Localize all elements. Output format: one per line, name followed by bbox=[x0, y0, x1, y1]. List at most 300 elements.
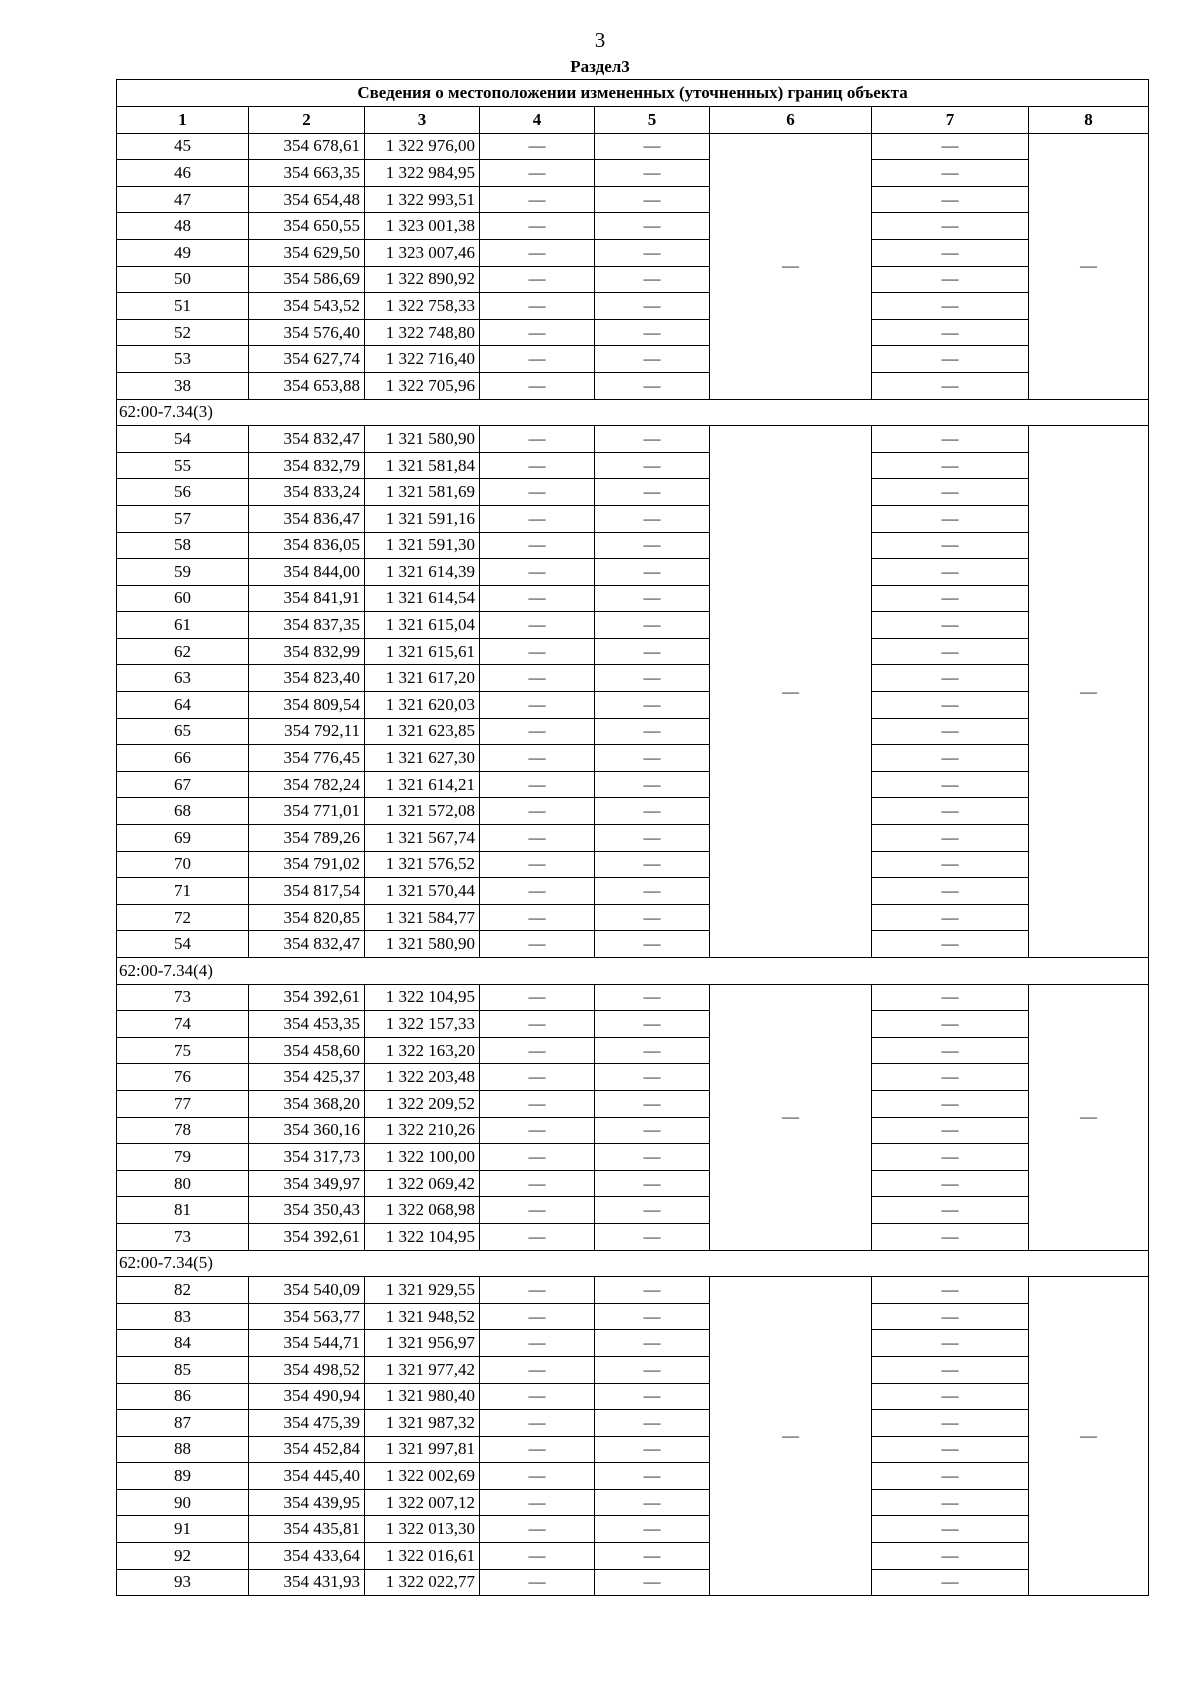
col5-dash-cell: — bbox=[595, 1543, 710, 1570]
col4-dash-cell: — bbox=[480, 346, 595, 373]
point-number-cell: 86 bbox=[117, 1383, 249, 1410]
y-coordinate-cell: 1 321 580,90 bbox=[365, 931, 480, 958]
col7-dash-cell: — bbox=[872, 798, 1029, 825]
y-coordinate-cell: 1 322 104,95 bbox=[365, 1223, 480, 1250]
y-coordinate-cell: 1 321 614,39 bbox=[365, 559, 480, 586]
col5-dash-cell: — bbox=[595, 638, 710, 665]
y-coordinate-cell: 1 322 022,77 bbox=[365, 1569, 480, 1596]
col7-dash-cell: — bbox=[872, 1356, 1029, 1383]
col7-dash-cell: — bbox=[872, 186, 1029, 213]
y-coordinate-cell: 1 322 104,95 bbox=[365, 984, 480, 1011]
col7-dash-cell: — bbox=[872, 505, 1029, 532]
col8-merged-dash-cell: — bbox=[1029, 426, 1149, 958]
col5-dash-cell: — bbox=[595, 319, 710, 346]
x-coordinate-cell: 354 820,85 bbox=[249, 904, 365, 931]
y-coordinate-cell: 1 322 016,61 bbox=[365, 1543, 480, 1570]
col4-dash-cell: — bbox=[480, 532, 595, 559]
col5-dash-cell: — bbox=[595, 213, 710, 240]
col4-dash-cell: — bbox=[480, 505, 595, 532]
col7-dash-cell: — bbox=[872, 718, 1029, 745]
x-coordinate-cell: 354 431,93 bbox=[249, 1569, 365, 1596]
y-coordinate-cell: 1 321 567,74 bbox=[365, 825, 480, 852]
col7-dash-cell: — bbox=[872, 372, 1029, 399]
table-row bbox=[117, 1144, 1149, 1171]
point-number-cell: 67 bbox=[117, 771, 249, 798]
table-row bbox=[117, 1170, 1149, 1197]
point-number-cell: 93 bbox=[117, 1569, 249, 1596]
col5-dash-cell: — bbox=[595, 133, 710, 160]
col5-dash-cell: — bbox=[595, 931, 710, 958]
table-row bbox=[117, 931, 1149, 958]
x-coordinate-cell: 354 832,47 bbox=[249, 426, 365, 453]
table-row bbox=[117, 665, 1149, 692]
col6-merged-dash-cell: — bbox=[710, 133, 872, 399]
col5-dash-cell: — bbox=[595, 239, 710, 266]
column-number-row bbox=[117, 107, 1149, 134]
col7-dash-cell: — bbox=[872, 585, 1029, 612]
y-coordinate-cell: 1 323 007,46 bbox=[365, 239, 480, 266]
col7-dash-cell: — bbox=[872, 1303, 1029, 1330]
point-number-cell: 76 bbox=[117, 1064, 249, 1091]
col4-dash-cell: — bbox=[480, 1436, 595, 1463]
col7-dash-cell: — bbox=[872, 426, 1029, 453]
table-row bbox=[117, 638, 1149, 665]
x-coordinate-cell: 354 475,39 bbox=[249, 1410, 365, 1437]
y-coordinate-cell: 1 321 615,04 bbox=[365, 612, 480, 639]
y-coordinate-cell: 1 322 890,92 bbox=[365, 266, 480, 293]
col5-dash-cell: — bbox=[595, 1356, 710, 1383]
table-row bbox=[117, 1543, 1149, 1570]
point-number-cell: 61 bbox=[117, 612, 249, 639]
table-row bbox=[117, 1489, 1149, 1516]
col6-merged-dash-cell: — bbox=[710, 426, 872, 958]
x-coordinate-cell: 354 817,54 bbox=[249, 878, 365, 905]
table-row bbox=[117, 452, 1149, 479]
column-number: 6 bbox=[710, 107, 872, 134]
point-number-cell: 58 bbox=[117, 532, 249, 559]
table-row bbox=[117, 133, 1149, 160]
x-coordinate-cell: 354 789,26 bbox=[249, 825, 365, 852]
y-coordinate-cell: 1 321 576,52 bbox=[365, 851, 480, 878]
col4-dash-cell: — bbox=[480, 771, 595, 798]
point-number-cell: 60 bbox=[117, 585, 249, 612]
col4-dash-cell: — bbox=[480, 1303, 595, 1330]
col4-dash-cell: — bbox=[480, 1090, 595, 1117]
col4-dash-cell: — bbox=[480, 1569, 595, 1596]
x-coordinate-cell: 354 841,91 bbox=[249, 585, 365, 612]
y-coordinate-cell: 1 321 614,54 bbox=[365, 585, 480, 612]
column-number: 2 bbox=[249, 107, 365, 134]
col5-dash-cell: — bbox=[595, 771, 710, 798]
table-row bbox=[117, 771, 1149, 798]
point-number-cell: 74 bbox=[117, 1011, 249, 1038]
table-row bbox=[117, 1277, 1149, 1304]
table-row bbox=[117, 612, 1149, 639]
x-coordinate-cell: 354 653,88 bbox=[249, 372, 365, 399]
x-coordinate-cell: 354 663,35 bbox=[249, 160, 365, 187]
page-number: 3 bbox=[594, 28, 606, 52]
col4-dash-cell: — bbox=[480, 1516, 595, 1543]
col4-dash-cell: — bbox=[480, 692, 595, 719]
y-coordinate-cell: 1 321 617,20 bbox=[365, 665, 480, 692]
table-row bbox=[117, 1117, 1149, 1144]
col5-dash-cell: — bbox=[595, 612, 710, 639]
col5-dash-cell: — bbox=[595, 1037, 710, 1064]
table-body bbox=[117, 133, 1149, 1596]
col4-dash-cell: — bbox=[480, 1410, 595, 1437]
x-coordinate-cell: 354 317,73 bbox=[249, 1144, 365, 1171]
y-coordinate-cell: 1 321 987,32 bbox=[365, 1410, 480, 1437]
y-coordinate-cell: 1 322 100,00 bbox=[365, 1144, 480, 1171]
col7-dash-cell: — bbox=[872, 1436, 1029, 1463]
col7-dash-cell: — bbox=[872, 532, 1029, 559]
col5-dash-cell: — bbox=[595, 984, 710, 1011]
column-number: 1 bbox=[117, 107, 249, 134]
col4-dash-cell: — bbox=[480, 1356, 595, 1383]
table-row bbox=[117, 505, 1149, 532]
col4-dash-cell: — bbox=[480, 1197, 595, 1224]
col4-dash-cell: — bbox=[480, 319, 595, 346]
col5-dash-cell: — bbox=[595, 1197, 710, 1224]
table-row bbox=[117, 559, 1149, 586]
point-number-cell: 75 bbox=[117, 1037, 249, 1064]
col4-dash-cell: — bbox=[480, 559, 595, 586]
col5-dash-cell: — bbox=[595, 452, 710, 479]
x-coordinate-cell: 354 498,52 bbox=[249, 1356, 365, 1383]
col5-dash-cell: — bbox=[595, 266, 710, 293]
y-coordinate-cell: 1 322 210,26 bbox=[365, 1117, 480, 1144]
x-coordinate-cell: 354 792,11 bbox=[249, 718, 365, 745]
column-number: 4 bbox=[480, 107, 595, 134]
group-label: 62:00-7.34(5) bbox=[117, 1250, 1149, 1277]
group-header-row bbox=[117, 958, 1149, 985]
x-coordinate-cell: 354 350,43 bbox=[249, 1197, 365, 1224]
point-number-cell: 83 bbox=[117, 1303, 249, 1330]
point-number-cell: 79 bbox=[117, 1144, 249, 1171]
col5-dash-cell: — bbox=[595, 1383, 710, 1410]
x-coordinate-cell: 354 837,35 bbox=[249, 612, 365, 639]
x-coordinate-cell: 354 458,60 bbox=[249, 1037, 365, 1064]
point-number-cell: 52 bbox=[117, 319, 249, 346]
table-row bbox=[117, 186, 1149, 213]
col4-dash-cell: — bbox=[480, 1383, 595, 1410]
col7-dash-cell: — bbox=[872, 479, 1029, 506]
x-coordinate-cell: 354 627,74 bbox=[249, 346, 365, 373]
col7-dash-cell: — bbox=[872, 1117, 1029, 1144]
table-row bbox=[117, 239, 1149, 266]
table-row bbox=[117, 1090, 1149, 1117]
col4-dash-cell: — bbox=[480, 186, 595, 213]
col4-dash-cell: — bbox=[480, 878, 595, 905]
col4-dash-cell: — bbox=[480, 1064, 595, 1091]
point-number-cell: 89 bbox=[117, 1463, 249, 1490]
col4-dash-cell: — bbox=[480, 1277, 595, 1304]
y-coordinate-cell: 1 322 984,95 bbox=[365, 160, 480, 187]
y-coordinate-cell: 1 321 614,21 bbox=[365, 771, 480, 798]
y-coordinate-cell: 1 322 069,42 bbox=[365, 1170, 480, 1197]
col7-dash-cell: — bbox=[872, 1170, 1029, 1197]
col7-dash-cell: — bbox=[872, 1197, 1029, 1224]
col5-dash-cell: — bbox=[595, 479, 710, 506]
col7-dash-cell: — bbox=[872, 825, 1029, 852]
y-coordinate-cell: 1 321 584,77 bbox=[365, 904, 480, 931]
table-row bbox=[117, 319, 1149, 346]
col5-dash-cell: — bbox=[595, 851, 710, 878]
column-number: 7 bbox=[872, 107, 1029, 134]
y-coordinate-cell: 1 322 705,96 bbox=[365, 372, 480, 399]
table-row bbox=[117, 1303, 1149, 1330]
col5-dash-cell: — bbox=[595, 1117, 710, 1144]
point-number-cell: 46 bbox=[117, 160, 249, 187]
table-caption: Сведения о местоположении измененных (уточненных) границ объекта bbox=[117, 80, 1149, 107]
x-coordinate-cell: 354 836,05 bbox=[249, 532, 365, 559]
y-coordinate-cell: 1 322 157,33 bbox=[365, 1011, 480, 1038]
point-number-cell: 53 bbox=[117, 346, 249, 373]
col4-dash-cell: — bbox=[480, 798, 595, 825]
col4-dash-cell: — bbox=[480, 239, 595, 266]
x-coordinate-cell: 354 576,40 bbox=[249, 319, 365, 346]
col4-dash-cell: — bbox=[480, 1117, 595, 1144]
point-number-cell: 78 bbox=[117, 1117, 249, 1144]
col5-dash-cell: — bbox=[595, 426, 710, 453]
col7-dash-cell: — bbox=[872, 1330, 1029, 1357]
col5-dash-cell: — bbox=[595, 1170, 710, 1197]
col4-dash-cell: — bbox=[480, 904, 595, 931]
col4-dash-cell: — bbox=[480, 745, 595, 772]
point-number-cell: 38 bbox=[117, 372, 249, 399]
table-row bbox=[117, 1037, 1149, 1064]
col4-dash-cell: — bbox=[480, 452, 595, 479]
table-row bbox=[117, 160, 1149, 187]
y-coordinate-cell: 1 321 977,42 bbox=[365, 1356, 480, 1383]
col5-dash-cell: — bbox=[595, 372, 710, 399]
col4-dash-cell: — bbox=[480, 133, 595, 160]
y-coordinate-cell: 1 321 580,90 bbox=[365, 426, 480, 453]
point-number-cell: 49 bbox=[117, 239, 249, 266]
col7-dash-cell: — bbox=[872, 1064, 1029, 1091]
table-row bbox=[117, 1064, 1149, 1091]
group-label: 62:00-7.34(3) bbox=[117, 399, 1149, 426]
col4-dash-cell: — bbox=[480, 1330, 595, 1357]
point-number-cell: 48 bbox=[117, 213, 249, 240]
col5-dash-cell: — bbox=[595, 878, 710, 905]
point-number-cell: 57 bbox=[117, 505, 249, 532]
y-coordinate-cell: 1 322 748,80 bbox=[365, 319, 480, 346]
col5-dash-cell: — bbox=[595, 692, 710, 719]
x-coordinate-cell: 354 490,94 bbox=[249, 1383, 365, 1410]
col4-dash-cell: — bbox=[480, 638, 595, 665]
col5-dash-cell: — bbox=[595, 505, 710, 532]
table-row bbox=[117, 1011, 1149, 1038]
table-row bbox=[117, 1383, 1149, 1410]
col4-dash-cell: — bbox=[480, 1011, 595, 1038]
point-number-cell: 55 bbox=[117, 452, 249, 479]
table-row bbox=[117, 1569, 1149, 1596]
point-number-cell: 56 bbox=[117, 479, 249, 506]
col7-dash-cell: — bbox=[872, 346, 1029, 373]
point-number-cell: 84 bbox=[117, 1330, 249, 1357]
col7-dash-cell: — bbox=[872, 1037, 1029, 1064]
point-number-cell: 70 bbox=[117, 851, 249, 878]
y-coordinate-cell: 1 321 623,85 bbox=[365, 718, 480, 745]
column-number: 8 bbox=[1029, 107, 1149, 134]
x-coordinate-cell: 354 349,97 bbox=[249, 1170, 365, 1197]
table-row bbox=[117, 1197, 1149, 1224]
point-number-cell: 65 bbox=[117, 718, 249, 745]
col5-dash-cell: — bbox=[595, 346, 710, 373]
boundary-coordinates-table bbox=[116, 79, 1149, 1596]
col7-dash-cell: — bbox=[872, 1144, 1029, 1171]
col7-dash-cell: — bbox=[872, 1223, 1029, 1250]
table-row bbox=[117, 372, 1149, 399]
x-coordinate-cell: 354 368,20 bbox=[249, 1090, 365, 1117]
x-coordinate-cell: 354 809,54 bbox=[249, 692, 365, 719]
point-number-cell: 68 bbox=[117, 798, 249, 825]
y-coordinate-cell: 1 322 002,69 bbox=[365, 1463, 480, 1490]
col5-dash-cell: — bbox=[595, 1011, 710, 1038]
point-number-cell: 64 bbox=[117, 692, 249, 719]
y-coordinate-cell: 1 321 591,30 bbox=[365, 532, 480, 559]
table-row bbox=[117, 878, 1149, 905]
point-number-cell: 51 bbox=[117, 293, 249, 320]
point-number-cell: 59 bbox=[117, 559, 249, 586]
col7-dash-cell: — bbox=[872, 1516, 1029, 1543]
x-coordinate-cell: 354 543,52 bbox=[249, 293, 365, 320]
y-coordinate-cell: 1 321 581,69 bbox=[365, 479, 480, 506]
table-row bbox=[117, 984, 1149, 1011]
table-row bbox=[117, 1463, 1149, 1490]
col5-dash-cell: — bbox=[595, 1090, 710, 1117]
x-coordinate-cell: 354 360,16 bbox=[249, 1117, 365, 1144]
y-coordinate-cell: 1 322 758,33 bbox=[365, 293, 480, 320]
y-coordinate-cell: 1 321 948,52 bbox=[365, 1303, 480, 1330]
y-coordinate-cell: 1 322 993,51 bbox=[365, 186, 480, 213]
x-coordinate-cell: 354 832,47 bbox=[249, 931, 365, 958]
y-coordinate-cell: 1 321 615,61 bbox=[365, 638, 480, 665]
column-number: 3 bbox=[365, 107, 480, 134]
table-row bbox=[117, 1410, 1149, 1437]
x-coordinate-cell: 354 771,01 bbox=[249, 798, 365, 825]
x-coordinate-cell: 354 833,24 bbox=[249, 479, 365, 506]
table-row bbox=[117, 266, 1149, 293]
y-coordinate-cell: 1 322 203,48 bbox=[365, 1064, 480, 1091]
table-row bbox=[117, 745, 1149, 772]
y-coordinate-cell: 1 322 716,40 bbox=[365, 346, 480, 373]
col5-dash-cell: — bbox=[595, 745, 710, 772]
table-row bbox=[117, 798, 1149, 825]
col5-dash-cell: — bbox=[595, 1064, 710, 1091]
col5-dash-cell: — bbox=[595, 1569, 710, 1596]
x-coordinate-cell: 354 832,79 bbox=[249, 452, 365, 479]
col4-dash-cell: — bbox=[480, 266, 595, 293]
col5-dash-cell: — bbox=[595, 1463, 710, 1490]
col4-dash-cell: — bbox=[480, 479, 595, 506]
x-coordinate-cell: 354 445,40 bbox=[249, 1463, 365, 1490]
col4-dash-cell: — bbox=[480, 931, 595, 958]
col7-dash-cell: — bbox=[872, 293, 1029, 320]
col6-merged-dash-cell: — bbox=[710, 984, 872, 1250]
table-row bbox=[117, 479, 1149, 506]
point-number-cell: 77 bbox=[117, 1090, 249, 1117]
y-coordinate-cell: 1 322 013,30 bbox=[365, 1516, 480, 1543]
col5-dash-cell: — bbox=[595, 559, 710, 586]
col5-dash-cell: — bbox=[595, 718, 710, 745]
point-number-cell: 88 bbox=[117, 1436, 249, 1463]
point-number-cell: 80 bbox=[117, 1170, 249, 1197]
x-coordinate-cell: 354 425,37 bbox=[249, 1064, 365, 1091]
col7-dash-cell: — bbox=[872, 1011, 1029, 1038]
table-row bbox=[117, 585, 1149, 612]
x-coordinate-cell: 354 435,81 bbox=[249, 1516, 365, 1543]
col4-dash-cell: — bbox=[480, 825, 595, 852]
group-header-row bbox=[117, 399, 1149, 426]
point-number-cell: 90 bbox=[117, 1489, 249, 1516]
col8-merged-dash-cell: — bbox=[1029, 984, 1149, 1250]
point-number-cell: 54 bbox=[117, 931, 249, 958]
col5-dash-cell: — bbox=[595, 825, 710, 852]
x-coordinate-cell: 354 544,71 bbox=[249, 1330, 365, 1357]
col7-dash-cell: — bbox=[872, 692, 1029, 719]
table-row bbox=[117, 904, 1149, 931]
point-number-cell: 47 bbox=[117, 186, 249, 213]
col5-dash-cell: — bbox=[595, 904, 710, 931]
col7-dash-cell: — bbox=[872, 878, 1029, 905]
col7-dash-cell: — bbox=[872, 771, 1029, 798]
x-coordinate-cell: 354 586,69 bbox=[249, 266, 365, 293]
point-number-cell: 81 bbox=[117, 1197, 249, 1224]
y-coordinate-cell: 1 323 001,38 bbox=[365, 213, 480, 240]
y-coordinate-cell: 1 321 627,30 bbox=[365, 745, 480, 772]
col7-dash-cell: — bbox=[872, 319, 1029, 346]
point-number-cell: 82 bbox=[117, 1277, 249, 1304]
col5-dash-cell: — bbox=[595, 1436, 710, 1463]
col7-dash-cell: — bbox=[872, 1383, 1029, 1410]
table-row bbox=[117, 718, 1149, 745]
col7-dash-cell: — bbox=[872, 904, 1029, 931]
col7-dash-cell: — bbox=[872, 133, 1029, 160]
point-number-cell: 92 bbox=[117, 1543, 249, 1570]
y-coordinate-cell: 1 322 209,52 bbox=[365, 1090, 480, 1117]
col4-dash-cell: — bbox=[480, 160, 595, 187]
point-number-cell: 71 bbox=[117, 878, 249, 905]
col7-dash-cell: — bbox=[872, 213, 1029, 240]
col4-dash-cell: — bbox=[480, 1223, 595, 1250]
point-number-cell: 66 bbox=[117, 745, 249, 772]
y-coordinate-cell: 1 322 163,20 bbox=[365, 1037, 480, 1064]
point-number-cell: 73 bbox=[117, 1223, 249, 1250]
col7-dash-cell: — bbox=[872, 638, 1029, 665]
col7-dash-cell: — bbox=[872, 984, 1029, 1011]
x-coordinate-cell: 354 776,45 bbox=[249, 745, 365, 772]
point-number-cell: 54 bbox=[117, 426, 249, 453]
col4-dash-cell: — bbox=[480, 293, 595, 320]
col5-dash-cell: — bbox=[595, 665, 710, 692]
x-coordinate-cell: 354 823,40 bbox=[249, 665, 365, 692]
col5-dash-cell: — bbox=[595, 1330, 710, 1357]
col4-dash-cell: — bbox=[480, 1170, 595, 1197]
col4-dash-cell: — bbox=[480, 1144, 595, 1171]
y-coordinate-cell: 1 322 068,98 bbox=[365, 1197, 480, 1224]
column-number: 5 bbox=[595, 107, 710, 134]
y-coordinate-cell: 1 321 997,81 bbox=[365, 1436, 480, 1463]
col8-merged-dash-cell: — bbox=[1029, 133, 1149, 399]
point-number-cell: 72 bbox=[117, 904, 249, 931]
x-coordinate-cell: 354 563,77 bbox=[249, 1303, 365, 1330]
group-label: 62:00-7.34(4) bbox=[117, 958, 1149, 985]
col4-dash-cell: — bbox=[480, 1037, 595, 1064]
table-row bbox=[117, 293, 1149, 320]
col5-dash-cell: — bbox=[595, 798, 710, 825]
